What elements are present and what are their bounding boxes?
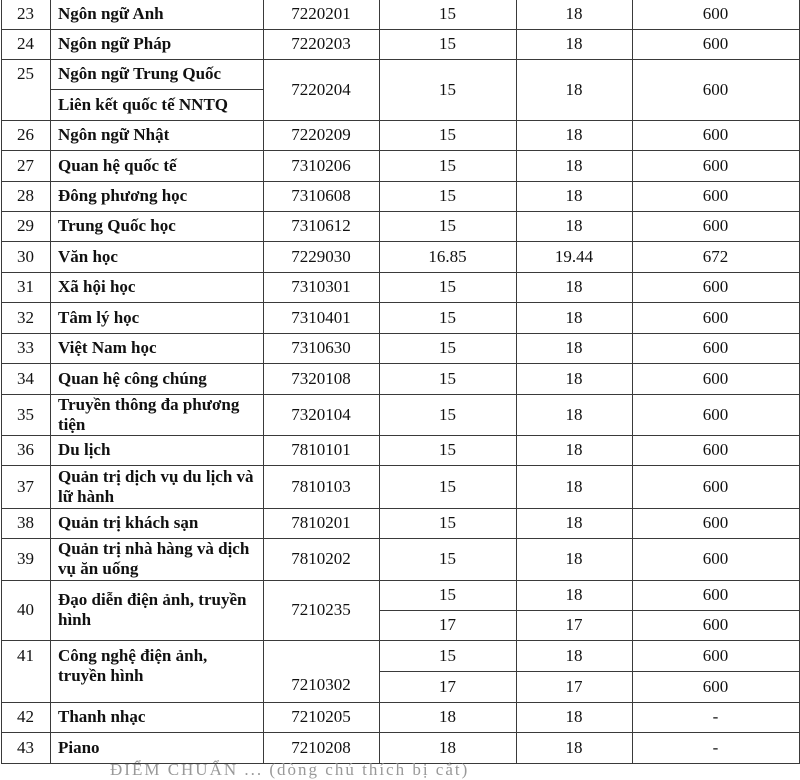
column-divider [1, 0, 2, 764]
score-1: 15 [439, 79, 456, 99]
score-2: 18 [565, 707, 583, 726]
row-number: 40 [17, 600, 34, 619]
score-2: 18 [565, 404, 583, 424]
major-code: 7810201 [291, 513, 351, 532]
row-number: 39 [17, 549, 34, 568]
major-name: Du lịch [58, 440, 111, 459]
score-2: 18 [565, 513, 583, 532]
row-number: 42 [17, 707, 34, 726]
major-name: Ngôn ngữ Nhật [58, 125, 170, 144]
score-1: 15 [439, 277, 456, 296]
major-name: Đông phương học [58, 186, 188, 205]
row-number: 36 [17, 440, 34, 459]
score-2: 18 [565, 645, 583, 665]
score-3: 600 [702, 216, 729, 235]
major-code: 7310612 [291, 216, 351, 235]
score-1: 15 [439, 404, 456, 424]
score-2: 18 [565, 440, 583, 459]
score-1: 17 [439, 615, 456, 634]
row-number: 24 [17, 34, 34, 53]
major-code: 7310630 [291, 338, 351, 357]
score-1: 15 [439, 307, 456, 327]
row-number: 26 [17, 125, 34, 144]
score-3: 600 [702, 186, 729, 205]
score-1: 18 [439, 707, 456, 726]
score-3: 600 [702, 585, 729, 604]
major-name: Quản trị nhà hàng và dịch vụ ăn uống [58, 539, 250, 578]
score-2: 18 [565, 585, 583, 604]
cut-off-footnote: ĐIỂM CHUẨN ... (dòng chú thích bị cắt) [110, 760, 470, 779]
row-number: 29 [17, 216, 34, 235]
score-3: 600 [702, 368, 729, 388]
major-code: 7210302 [291, 675, 351, 694]
score-3: 600 [702, 476, 729, 496]
score-3: 672 [702, 246, 729, 266]
score-1: 18 [439, 737, 456, 757]
row-number: 43 [17, 737, 34, 757]
major-code: 7220203 [291, 34, 351, 53]
major-code: 7810101 [291, 440, 351, 459]
major-name: Quản trị dịch vụ du lịch và lữ hành [58, 466, 254, 506]
row-number: 23 [17, 3, 34, 23]
score-2: 18 [565, 3, 583, 23]
score-2: 18 [565, 737, 583, 757]
row-number: 30 [17, 246, 34, 266]
major-name: Piano [58, 737, 100, 757]
major-name: Quan hệ quốc tế [58, 155, 177, 175]
major-code: 7310301 [291, 277, 351, 296]
score-2: 17 [565, 615, 583, 634]
major-name: Xã hội học [58, 277, 136, 296]
major-name: Công nghệ điện ảnh, truyền hình [58, 646, 208, 685]
score-3: 600 [702, 277, 729, 296]
score-3: 600 [702, 307, 729, 327]
score-3: 600 [702, 615, 729, 634]
row-number: 25 [17, 64, 34, 83]
major-name-secondary: Liên kết quốc tế NNTQ [58, 94, 228, 114]
score-2: 18 [565, 476, 583, 496]
column-divider [379, 0, 380, 764]
row-divider [50, 89, 264, 90]
score-1: 15 [439, 338, 456, 357]
score-2: 18 [565, 186, 583, 205]
major-name: Truyền thông đa phương tiện [58, 394, 240, 434]
major-name: Ngôn ngữ Pháp [58, 34, 172, 53]
score-2: 18 [565, 34, 583, 53]
score-3: - [712, 707, 719, 726]
row-number: 35 [17, 404, 34, 424]
column-divider [263, 0, 264, 764]
major-name: Quản trị khách sạn [58, 513, 199, 532]
row-number: 31 [17, 277, 34, 296]
row-number: 32 [17, 307, 34, 327]
score-1: 15 [439, 645, 456, 665]
major-code: 7220204 [291, 79, 351, 99]
major-code: 7320104 [291, 404, 351, 424]
score-2: 18 [565, 79, 583, 99]
score-3: 600 [702, 155, 729, 175]
score-3: 600 [702, 549, 729, 568]
major-code: 7210235 [291, 600, 351, 619]
row-divider [379, 610, 800, 611]
score-1: 15 [439, 155, 456, 175]
column-divider [632, 0, 633, 764]
major-name: Đạo diễn điện ảnh, truyền hình [58, 590, 247, 629]
major-code: 7220201 [291, 3, 351, 23]
score-1: 15 [439, 34, 456, 53]
major-name: Trung Quốc học [58, 216, 176, 235]
score-3: 600 [702, 645, 729, 665]
score-2: 18 [565, 307, 583, 327]
score-2: 18 [565, 368, 583, 388]
score-2: 18 [565, 216, 583, 235]
major-name: Quan hệ công chúng [58, 368, 207, 388]
major-code: 7229030 [291, 246, 351, 266]
score-3: 600 [702, 676, 729, 696]
row-number: 38 [17, 513, 34, 532]
major-code: 7310608 [291, 186, 351, 205]
score-3: 600 [702, 513, 729, 532]
score-1: 15 [439, 440, 456, 459]
score-3: 600 [702, 125, 729, 144]
score-1: 15 [439, 368, 456, 388]
score-1: 15 [439, 125, 456, 144]
major-name: Việt Nam học [58, 338, 157, 357]
row-number: 27 [17, 155, 34, 175]
score-3: 600 [702, 440, 729, 459]
major-name: Ngôn ngữ Anh [58, 3, 164, 23]
score-2: 18 [565, 125, 583, 144]
score-3: 600 [702, 79, 729, 99]
score-1: 15 [439, 216, 456, 235]
major-code: 7810103 [291, 476, 351, 496]
row-divider [379, 671, 800, 672]
score-3: 600 [702, 338, 729, 357]
major-code: 7310206 [291, 155, 351, 175]
major-code: 7220209 [291, 125, 351, 144]
score-3: 600 [702, 3, 729, 23]
major-code: 7210205 [291, 707, 351, 726]
score-2: 18 [565, 277, 583, 296]
row-number: 41 [17, 646, 34, 665]
major-name: Tâm lý học [58, 307, 140, 327]
row-number: 37 [17, 476, 34, 496]
score-3: 600 [702, 404, 729, 424]
row-number: 28 [17, 186, 34, 205]
score-1: 17 [439, 676, 456, 696]
major-name: Thanh nhạc [58, 707, 146, 726]
major-name: Văn học [58, 246, 118, 266]
score-1: 15 [439, 3, 456, 23]
row-number: 33 [17, 338, 34, 357]
major-name: Ngôn ngữ Trung Quốc [58, 64, 222, 83]
score-2: 19.44 [554, 246, 594, 266]
score-3: - [712, 737, 719, 757]
score-2: 18 [565, 549, 583, 568]
column-divider [516, 0, 517, 764]
score-1: 15 [439, 513, 456, 532]
score-1: 15 [439, 549, 456, 568]
major-code: 7810202 [291, 549, 351, 568]
score-1: 16.85 [428, 246, 467, 266]
score-1: 15 [439, 585, 456, 604]
major-code: 7210208 [291, 737, 351, 757]
score-1: 15 [439, 186, 456, 205]
score-2: 17 [565, 676, 583, 696]
major-code: 7310401 [291, 307, 351, 327]
score-2: 18 [565, 155, 583, 175]
column-divider [50, 0, 51, 764]
major-code: 7320108 [291, 368, 351, 388]
score-2: 18 [565, 338, 583, 357]
score-1: 15 [439, 476, 456, 496]
row-number: 34 [17, 368, 34, 388]
score-3: 600 [702, 34, 729, 53]
